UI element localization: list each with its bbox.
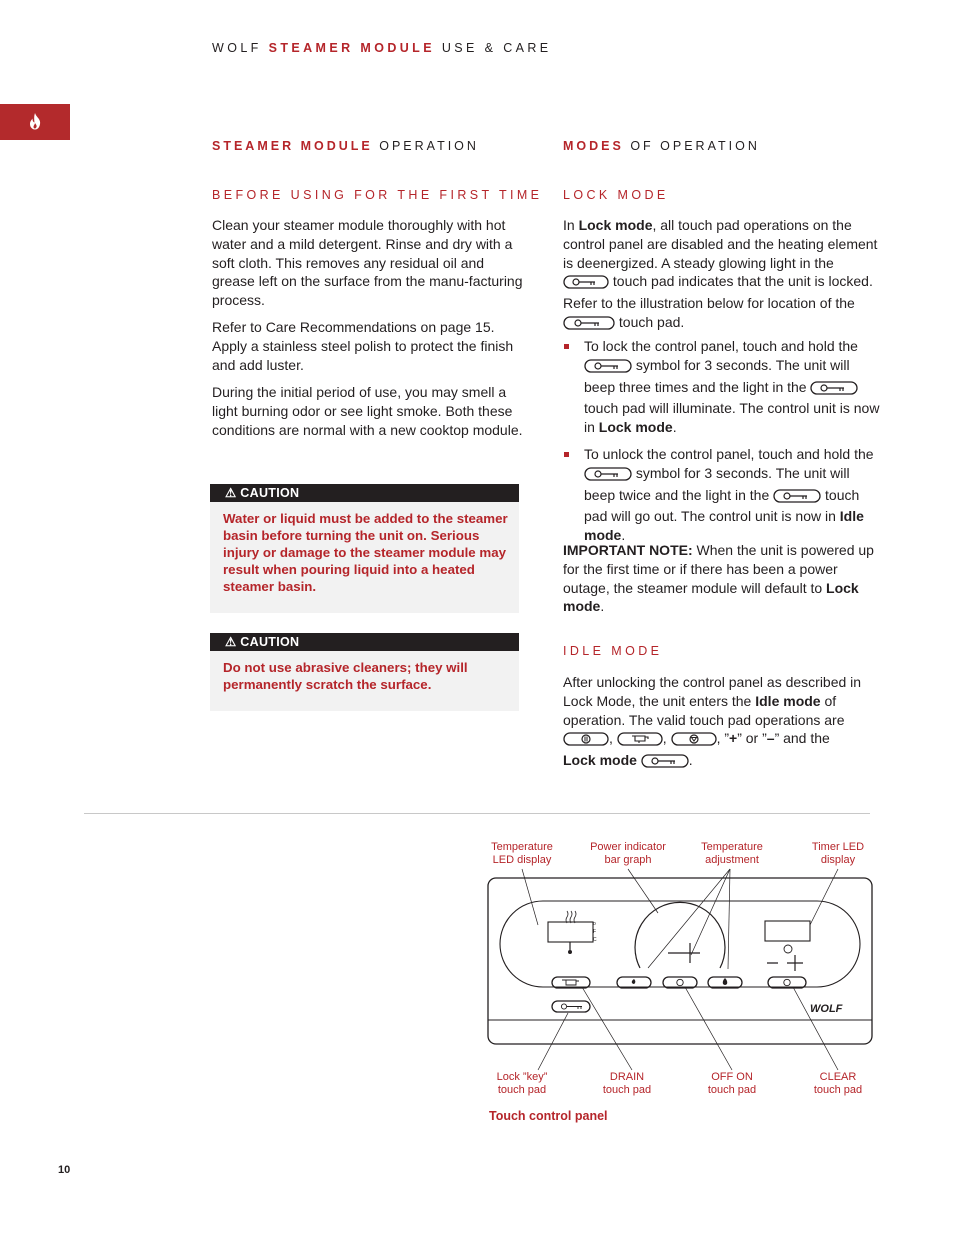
temp-unit-f: F [593, 929, 597, 935]
running-header: WOLF STEAMER MODULE USE & CARE [212, 41, 552, 55]
caution-bar: ⚠ CAUTION [210, 633, 519, 651]
caution-bar: ⚠ CAUTION [210, 484, 519, 502]
header-product: STEAMER MODULE [268, 41, 435, 55]
lock-key-icon [563, 275, 609, 294]
temp-unit-c: C [593, 937, 597, 943]
label-clear: CLEAR touch pad [813, 1071, 863, 1096]
lock-key-icon [810, 381, 858, 400]
lock-key-icon [563, 316, 615, 335]
lock-bullets [563, 337, 883, 553]
label-drain: DRAIN touch pad [602, 1071, 652, 1096]
lock-key-icon [641, 754, 689, 773]
paragraph-idle-mode: After unlocking the control panel as described in Lock Mode, the unit enters the Idle mode of operation. The valid touch pad operations are , , , ”+” or ”–” and the Lock mode . [563, 673, 883, 773]
subhead-lock-mode: LOCK MODE [563, 188, 669, 202]
subhead-first-time: BEFORE USING FOR THE FIRST TIME [212, 188, 543, 202]
control-panel-diagram [480, 865, 880, 1080]
label-off-on: OFF ON touch pad [707, 1071, 757, 1096]
warning-triangle-icon: ⚠ [225, 486, 237, 500]
section-tab [0, 104, 70, 140]
section-title-modes: MODES OF OPERATION [563, 139, 760, 153]
paragraph-initial-use: During the initial period of use, you may smell a light burning odor or see light smoke. Both these conditions are normal with a new cooktop module. [212, 384, 523, 438]
lock-key-icon [773, 489, 821, 508]
label-power-bar-graph: Power indicator bar graph [590, 841, 666, 866]
paragraph-care: Refer to Care Recommendations on page 15. Apply a stainless steel polish to protect the finish and add luster. [212, 319, 514, 373]
warning-triangle-icon: ⚠ [225, 635, 237, 649]
section-title-steamer-operation: STEAMER MODULE OPERATION [212, 139, 479, 153]
list-item: To lock the control panel, touch and hold the symbol for 3 seconds. The unit will beep three times and the light in the touch pad will illuminate. The control unit is now in Lock mode. [563, 337, 883, 437]
lock-key-icon [584, 467, 632, 486]
lock-key-icon [584, 359, 632, 378]
subhead-idle-mode: IDLE MODE [563, 644, 663, 658]
label-temperature-led: Temperature LED display [491, 841, 553, 866]
figure-caption: Touch control panel [489, 1109, 608, 1123]
drain-pad-icon [617, 732, 663, 751]
label-temperature-adjustment: Temperature adjustment [701, 841, 763, 866]
label-lock-key: Lock ”key” touch pad [496, 1071, 548, 1096]
flame-icon [28, 113, 42, 130]
caution-text: Water or liquid must be added to the steamer basin before turning the unit on. Serious injury or damage to the steamer module may result when pouring liquid into a heated steamer basin. [223, 511, 508, 594]
paragraph-clean: Clean your steamer module thoroughly with hot water and a mild detergent. Rinse and dry with a soft cloth. This removes any residual oil and grease left on the surface from the manu-facturing process. [212, 217, 523, 309]
page-number: 10 [58, 1164, 71, 1176]
important-note: IMPORTANT NOTE: When the unit is powered up for the first time or if there has been a power outage, the steamer module will default to Lock mode. [563, 542, 874, 615]
caution-text: Do not use abrasive cleaners; they will permanently scratch the surface. [223, 660, 468, 692]
clear-pad-icon [671, 732, 717, 751]
list-item: To unlock the control panel, touch and hold the symbol for 3 seconds. The unit will beep twice and the light in the touch pad will go out. The control unit is now in Idle mode. [563, 445, 883, 545]
label-timer-led: Timer LED display [811, 841, 865, 866]
caution-box-cleaners [210, 633, 519, 711]
power-pad-icon [563, 732, 609, 751]
wolf-logo: WOLF [810, 1003, 843, 1015]
temp-unit-degree: o [593, 921, 596, 927]
caution-box-water [210, 484, 519, 613]
paragraph-lock-mode: In Lock mode, all touch pad operations on the control panel are disabled and the heating element is deenergized. A steady glowing light in the touch pad indicates that the unit is locked. Refer to the illustration below for location of the touch pad. [563, 216, 883, 335]
section-divider [84, 813, 870, 814]
